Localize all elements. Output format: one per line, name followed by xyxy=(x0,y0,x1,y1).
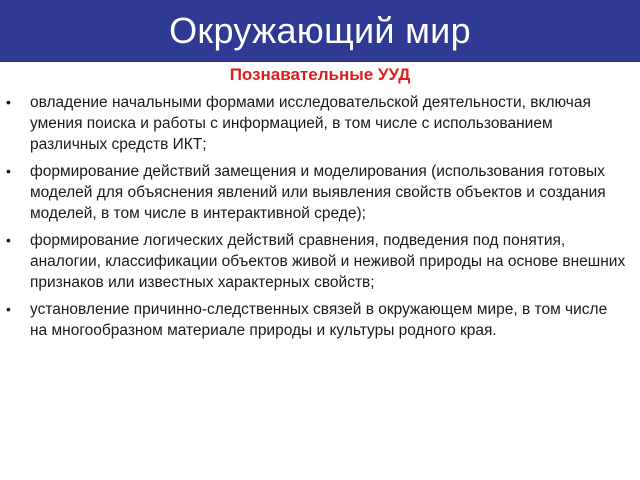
bullet-icon: • xyxy=(6,94,11,110)
section-subtitle: Познавательные УУД xyxy=(229,65,411,84)
list-item-text: установление причинно-следственных связей в окружающем мире, в том числе на многообразном материале природы и культуры родного края. xyxy=(30,301,608,339)
list-item-text: формирование логических действий сравнения, подведения под понятия, аналогии, классификации объектов живой и неживой природы на основе внешних признаков или известных характерных свойств; xyxy=(30,232,626,291)
list-item xyxy=(0,299,640,341)
list-item xyxy=(0,161,640,224)
list-item-text: овладение начальными формами исследовательской деятельности, включая умения поиска и работы с информацией, в том числе с использованием различных средств ИКТ; xyxy=(30,94,591,153)
list-item xyxy=(0,230,640,293)
list-item-text: формирование действий замещения и моделирования (использования готовых моделей для объяснения явлений или выявления свойств объектов и создания моделей, в том числе в интерактивной среде); xyxy=(30,163,606,222)
bullet-icon: • xyxy=(6,301,11,317)
bullet-icon: • xyxy=(6,163,11,179)
title-bar xyxy=(0,0,640,62)
page-title: Окружающий мир xyxy=(169,9,471,51)
list-item xyxy=(0,92,640,155)
bullet-icon: • xyxy=(6,232,11,248)
bullet-list xyxy=(0,92,640,347)
